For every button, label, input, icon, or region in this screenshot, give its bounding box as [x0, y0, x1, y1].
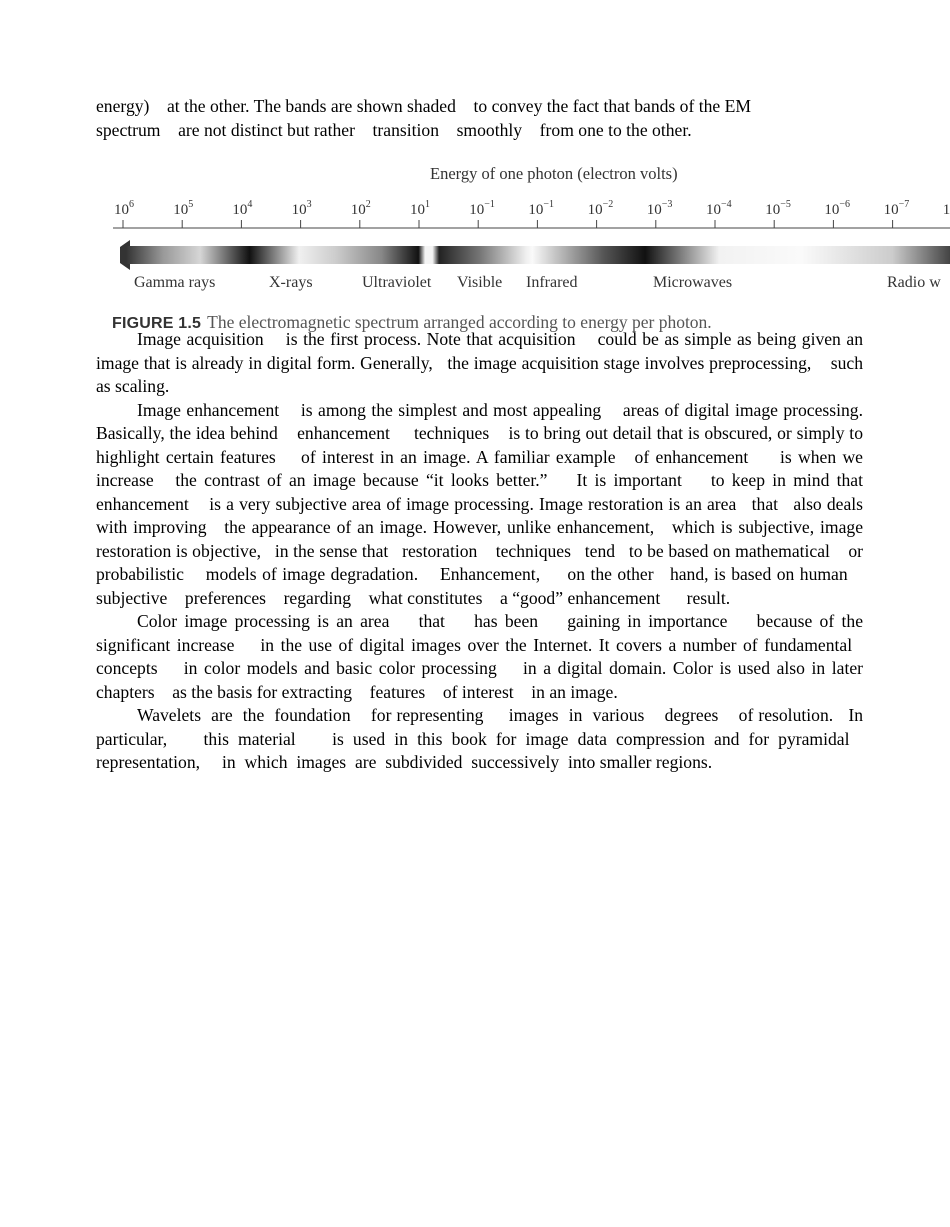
tick-axis: [108, 190, 950, 240]
spectrum-figure: [108, 160, 950, 340]
figure-caption-text: The electromagnetic spectrum arranged according to energy per photon.: [207, 312, 712, 332]
lead-paragraph: [96, 95, 863, 142]
lead-line: energy) at the other. The bands are shown shaded to convey the fact that bands of the EM: [96, 96, 752, 116]
paragraph-color-processing: Color image processing is an area that has been gaining in importance because of the significant increase in the use of digital images over the Internet. It covers a number of fundamental concepts in color models and basic color processing in a digital domain. Color is used also in later chapters as the basis for extracting features of interest in an image.: [96, 611, 863, 702]
tick-label: $10^{-2}$: [587, 199, 614, 218]
tick-label: $10^{-7}$: [883, 199, 910, 218]
paragraph-wavelets: Wavelets are the foundation for representing images in various degrees of resolution. In particular, this material is used in this book for image data compression and for pyramidal representation, in which images are subdivided successively into smaller regions.: [96, 705, 863, 772]
paragraph-image-enhancement: Image enhancement is among the simplest and most appealing areas of digital image processing. Basically, the idea behind enhancement techniques is to bring out detail that is obscured, or simply to highlight certain features of interest in an image. A familiar example of enhancement is when we increase the contrast of an image because “it looks better.” It is important to keep in mind that enhancement is a very subjective area of image processing. Image restoration is an area that also deals with improving the appearance of an image. However, unlike enhancement, which is subjective, image restoration is objective, in the sense that restoration techniques tend to be based on mathematical or probabilistic models of image degradation. Enhancement, on the other hand, is based on human subjective preferences regarding what constitutes a “good” enhancement result.: [96, 399, 863, 608]
band-gamma-rays: Gamma rays: [134, 274, 216, 291]
band-microwaves: Microwaves: [653, 274, 733, 291]
tick-label: $10^{-1}$: [469, 199, 495, 218]
tick-label: $10^5$: [173, 199, 194, 218]
figure-number: FIGURE 1.5: [112, 315, 202, 332]
tick-label: $10^{-6}$: [824, 199, 851, 218]
paragraph-image-acquisition: Image acquisition is the first process. Note that acquisition could be as simple as being given an image that is already in digital form. Generally, the image acquisition stage involves preprocessing, such as scaling.: [96, 329, 863, 396]
lead-line: spectrum are not distinct but rather transition smoothly from one to the other.: [96, 119, 692, 140]
tick-label: $10^6$: [114, 199, 134, 218]
tick-label: $10^2$: [350, 199, 371, 218]
band-ultraviolet: Ultraviolet: [362, 274, 432, 291]
tick-label: $10^{-1}$: [528, 199, 555, 218]
band-infrared: Infrared: [526, 274, 578, 291]
band-radio-waves: Radio w: [887, 274, 941, 291]
figure-axis-title: Energy of one photon (electron volts): [430, 164, 678, 183]
tick-label: $10^4$: [232, 199, 253, 218]
body-text: [96, 328, 863, 775]
tick-label: $10^{-3}$: [646, 199, 673, 218]
band-visible: Visible: [457, 274, 503, 291]
tick-label: $10^1$: [410, 199, 430, 218]
tick-label: $10^{-4}$: [706, 199, 732, 218]
tick-label: $10^3$: [291, 199, 312, 218]
spectrum-gradient: [126, 246, 950, 264]
tick-label: $10^{-5}$: [765, 199, 791, 218]
band-x-rays: X-rays: [269, 274, 313, 291]
tick-group: [114, 199, 950, 228]
tick-label: 1: [942, 202, 950, 218]
